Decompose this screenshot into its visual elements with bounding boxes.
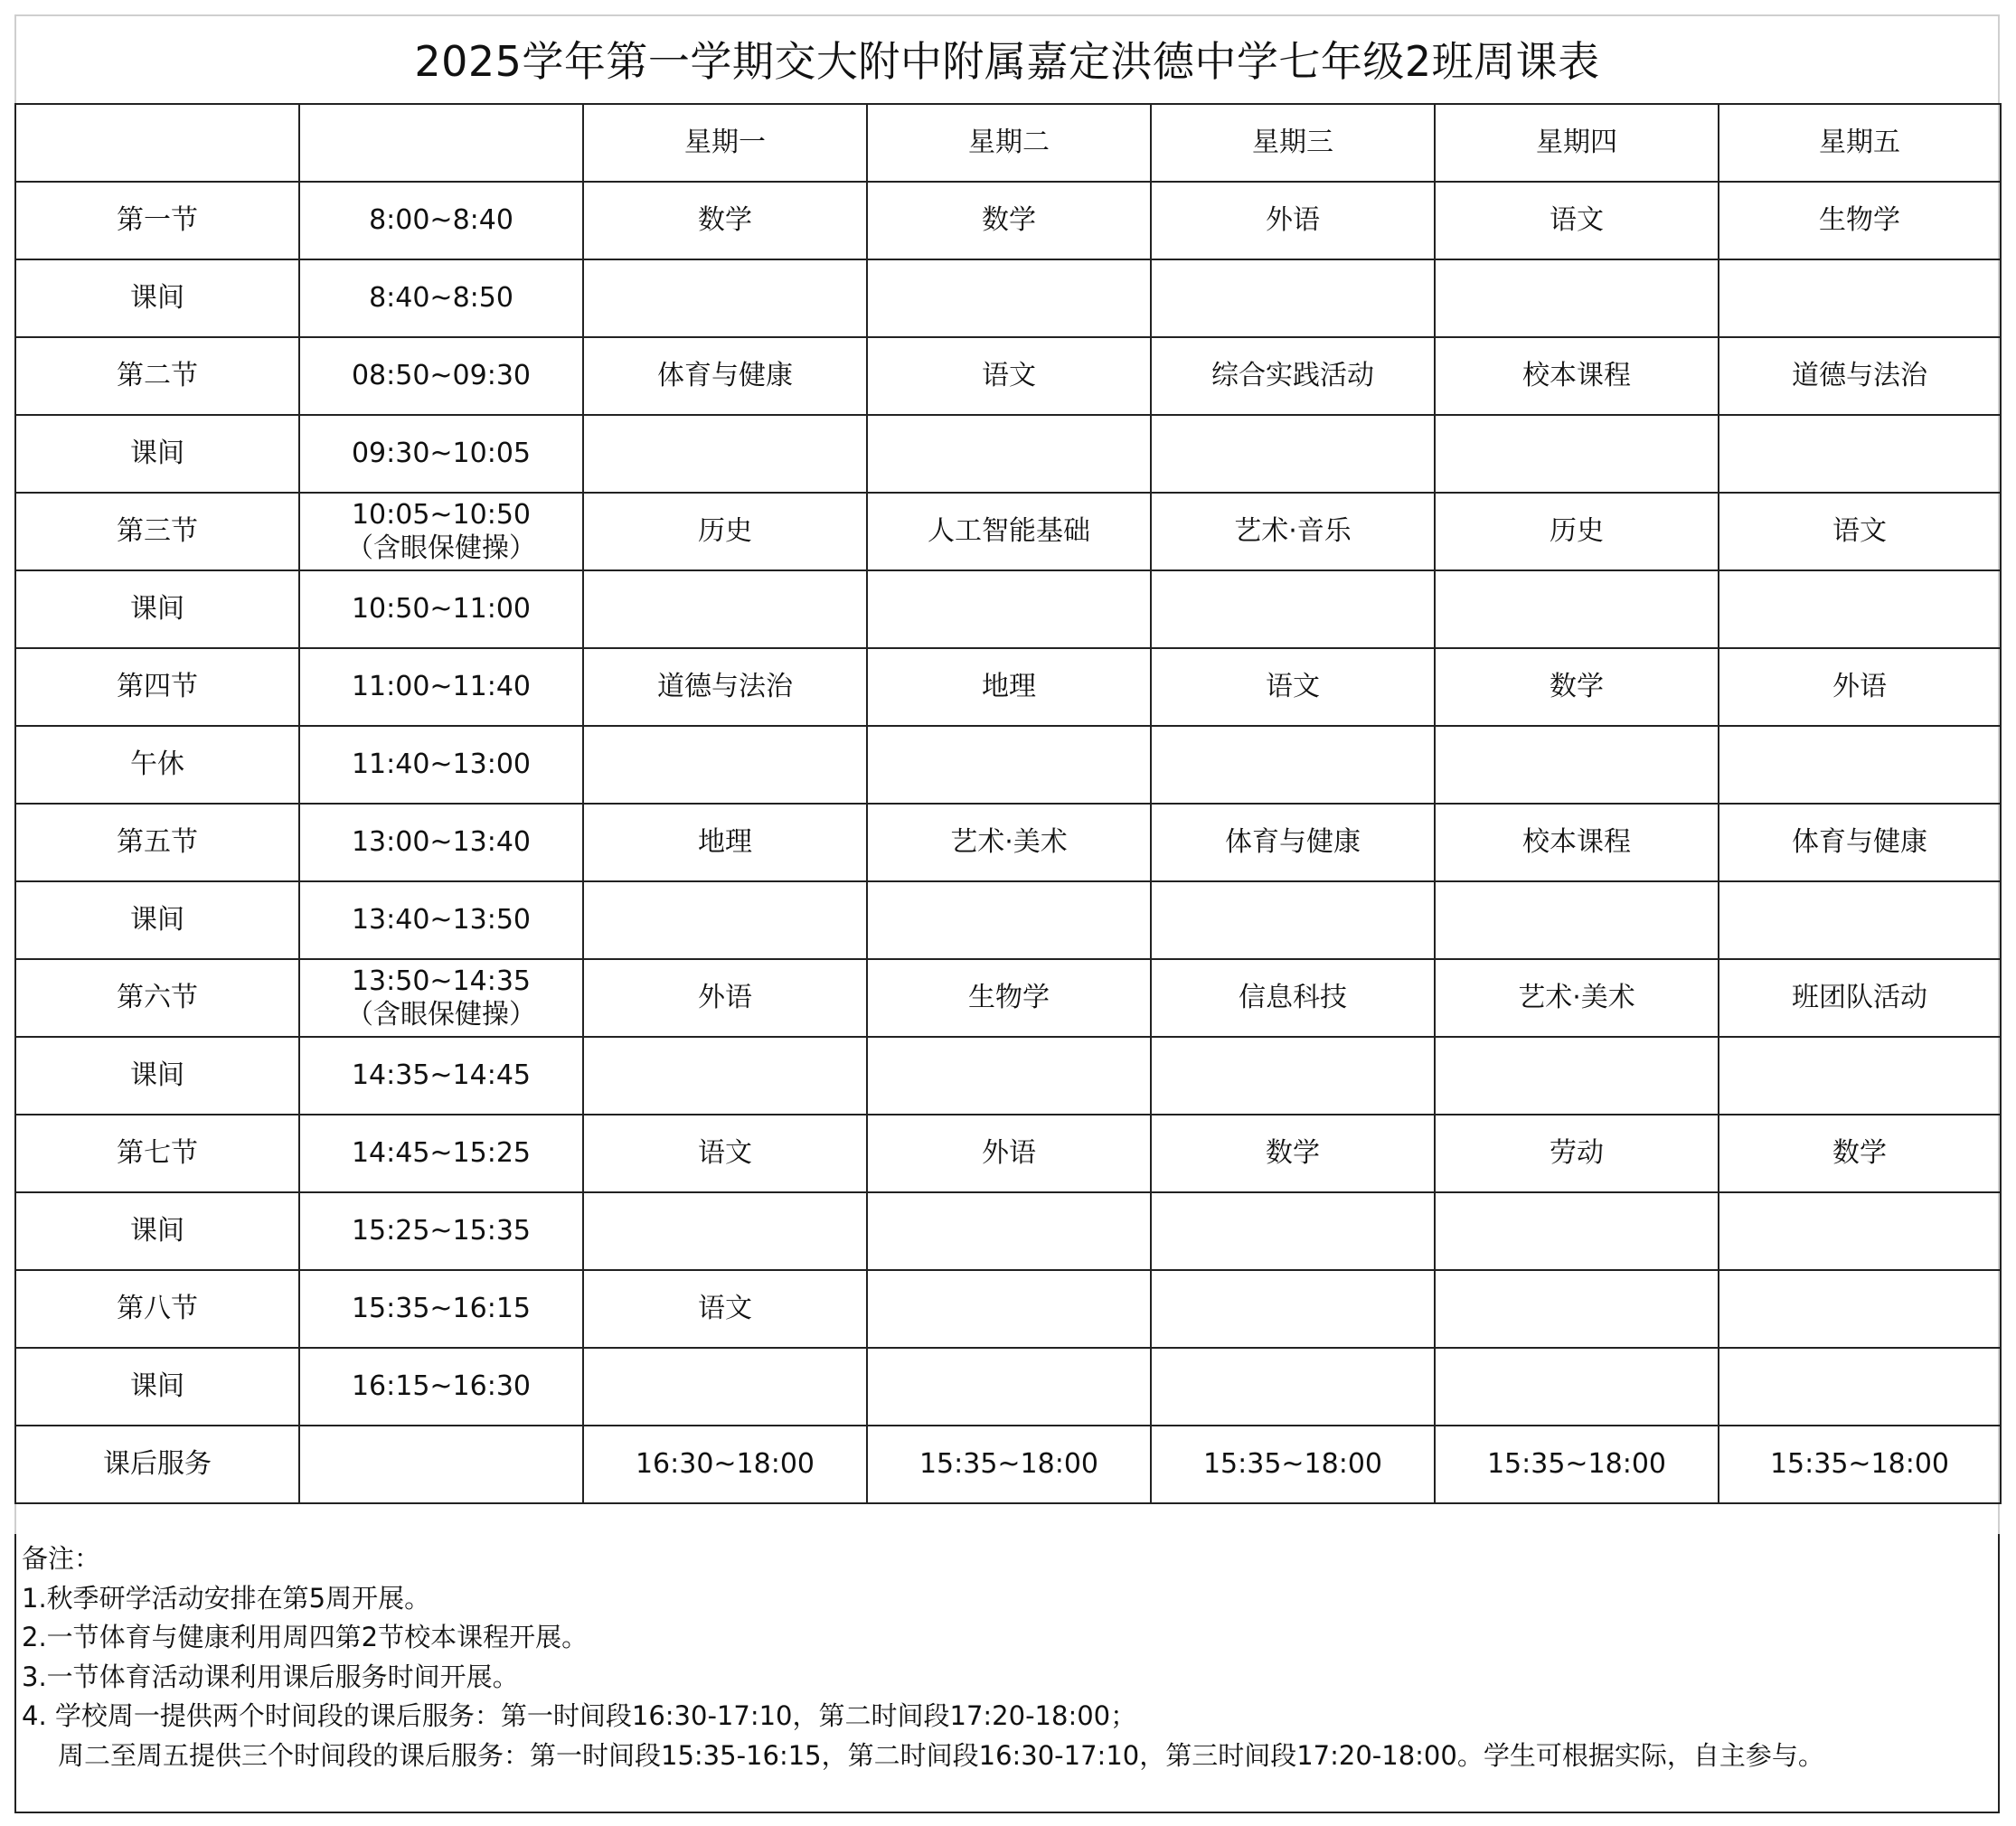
subject-cell: 语文 <box>583 1115 867 1192</box>
subject-cell: 历史 <box>1435 493 1719 570</box>
subject-cell <box>867 726 1151 804</box>
table-row <box>15 259 2001 337</box>
subject-cell <box>1435 1270 1719 1348</box>
period-label-cell: 课间 <box>15 415 299 493</box>
note-line: 1.秋季研学活动安排在第5周开展。 <box>22 1582 431 1614</box>
subject-cell: 班团队活动 <box>1719 959 2001 1037</box>
period-time-cell <box>299 570 583 648</box>
period-label-cell: 课间 <box>15 881 299 959</box>
header-day-fri: 星期五 <box>1719 104 2001 182</box>
subject-cell: 15:35~18:00 <box>1719 1426 2001 1503</box>
table-row <box>15 493 2001 570</box>
period-time-note: （含眼保健操） <box>346 999 536 1031</box>
subject-cell <box>1719 726 2001 804</box>
table-row <box>15 881 2001 959</box>
subject-cell <box>1151 259 1435 337</box>
period-time-text: 8:40~8:50 <box>369 282 513 315</box>
subject-cell <box>1151 1037 1435 1115</box>
subject-cell: 数学 <box>1151 1115 1435 1192</box>
subject-cell <box>1435 415 1719 493</box>
subject-cell <box>1435 726 1719 804</box>
subject-cell: 艺术·美术 <box>1435 959 1719 1037</box>
table-row <box>15 415 2001 493</box>
subject-cell: 数学 <box>1719 1115 2001 1192</box>
subject-cell: 外语 <box>1719 648 2001 726</box>
subject-cell: 语文 <box>1719 493 2001 570</box>
subject-cell: 生物学 <box>867 959 1151 1037</box>
period-label-cell: 第三节 <box>15 493 299 570</box>
subject-cell <box>867 259 1151 337</box>
page-title: 2025学年第一学期交大附中附属嘉定洪德中学七年级2班周课表 <box>414 37 1600 86</box>
subject-cell: 劳动 <box>1435 1115 1719 1192</box>
period-time-text: 8:00~8:40 <box>369 204 513 237</box>
subject-cell <box>583 726 867 804</box>
table-row <box>15 1115 2001 1192</box>
notes-section <box>14 1534 2000 1813</box>
subject-cell <box>583 1192 867 1270</box>
table-row <box>15 804 2001 881</box>
table-row <box>15 570 2001 648</box>
subject-cell <box>1151 570 1435 648</box>
subject-cell: 道德与法治 <box>583 648 867 726</box>
subject-cell: 校本课程 <box>1435 804 1719 881</box>
header-day-thu: 星期四 <box>1435 104 1719 182</box>
period-time-text: 13:00~13:40 <box>351 826 532 859</box>
subject-cell: 外语 <box>1151 182 1435 259</box>
header-day-tue: 星期二 <box>867 104 1151 182</box>
period-time-text: 14:45~15:25 <box>351 1137 532 1170</box>
period-label-cell: 第五节 <box>15 804 299 881</box>
period-time-text: 13:40~13:50 <box>351 904 532 937</box>
subject-cell <box>583 881 867 959</box>
period-time-cell <box>299 1426 583 1503</box>
period-label-cell: 第一节 <box>15 182 299 259</box>
subject-cell <box>867 1270 1151 1348</box>
period-label-cell: 课间 <box>15 1192 299 1270</box>
subject-cell <box>1151 415 1435 493</box>
period-label-cell: 课后服务 <box>15 1426 299 1503</box>
subject-cell <box>1435 1192 1719 1270</box>
subject-cell: 外语 <box>583 959 867 1037</box>
period-time-text: 10:50~11:00 <box>351 593 532 626</box>
subject-cell: 16:30~18:00 <box>583 1426 867 1503</box>
subject-cell: 历史 <box>583 493 867 570</box>
subject-cell <box>1719 259 2001 337</box>
subject-cell: 艺术·音乐 <box>1151 493 1435 570</box>
subject-cell <box>1151 1192 1435 1270</box>
period-time-cell <box>299 804 583 881</box>
subject-cell: 道德与法治 <box>1719 337 2001 415</box>
header-day-mon: 星期一 <box>583 104 867 182</box>
period-time-cell <box>299 1192 583 1270</box>
subject-cell <box>867 1348 1151 1426</box>
period-label-cell: 课间 <box>15 1037 299 1115</box>
subject-cell: 人工智能基础 <box>867 493 1151 570</box>
subject-cell: 数学 <box>867 182 1151 259</box>
subject-cell <box>1719 1037 2001 1115</box>
notes-heading: 备注： <box>22 1543 101 1574</box>
period-time-cell <box>299 493 583 570</box>
subject-cell <box>583 1348 867 1426</box>
subject-cell <box>583 1037 867 1115</box>
header-blank-cell <box>15 104 299 182</box>
period-time-text: 10:05~10:50 <box>351 498 532 531</box>
period-time-cell <box>299 648 583 726</box>
subject-cell <box>867 1037 1151 1115</box>
subject-cell: 地理 <box>583 804 867 881</box>
period-time-text: 15:25~15:35 <box>351 1215 532 1247</box>
subject-cell <box>583 570 867 648</box>
subject-cell <box>1719 1270 2001 1348</box>
subject-cell: 语文 <box>1435 182 1719 259</box>
period-time-cell <box>299 1115 583 1192</box>
period-label-cell: 第六节 <box>15 959 299 1037</box>
subject-cell: 艺术·美术 <box>867 804 1151 881</box>
subject-cell <box>1719 570 2001 648</box>
note-line: 4. 学校周一提供两个时间段的课后服务：第一时间段16:30-17:10，第二时间段17:20-18:00； <box>22 1700 1137 1731</box>
subject-cell <box>1435 1348 1719 1426</box>
subject-cell <box>583 415 867 493</box>
table-row <box>15 182 2001 259</box>
table-row <box>15 1426 2001 1503</box>
period-time-text: 11:00~11:40 <box>351 671 532 703</box>
subject-cell <box>1435 259 1719 337</box>
period-time-text: 16:15~16:30 <box>351 1370 532 1403</box>
header-blank-cell <box>299 104 583 182</box>
subject-cell <box>1151 726 1435 804</box>
period-label-cell: 第二节 <box>15 337 299 415</box>
subject-cell: 数学 <box>1435 648 1719 726</box>
subject-cell <box>1151 1270 1435 1348</box>
period-time-cell <box>299 1037 583 1115</box>
subject-cell <box>867 1192 1151 1270</box>
subject-cell <box>1151 881 1435 959</box>
subject-cell: 生物学 <box>1719 182 2001 259</box>
subject-cell <box>1151 1348 1435 1426</box>
period-time-cell <box>299 182 583 259</box>
subject-cell: 语文 <box>583 1270 867 1348</box>
subject-cell <box>867 881 1151 959</box>
period-label-cell: 课间 <box>15 259 299 337</box>
table-row <box>15 1348 2001 1426</box>
period-label-cell: 第七节 <box>15 1115 299 1192</box>
table-row <box>15 337 2001 415</box>
subject-cell <box>867 570 1151 648</box>
period-time-cell <box>299 337 583 415</box>
subject-cell <box>1435 1037 1719 1115</box>
subject-cell <box>1719 1192 2001 1270</box>
period-time-text: 09:30~10:05 <box>351 438 532 470</box>
period-time-text: 13:50~14:35 <box>351 965 532 997</box>
period-time-text: 14:35~14:45 <box>351 1059 532 1092</box>
subject-cell: 体育与健康 <box>1719 804 2001 881</box>
subject-cell: 外语 <box>867 1115 1151 1192</box>
period-time-cell <box>299 415 583 493</box>
period-label-cell: 课间 <box>15 1348 299 1426</box>
period-time-cell <box>299 881 583 959</box>
period-time-cell <box>299 1348 583 1426</box>
period-label-cell: 课间 <box>15 570 299 648</box>
table-row <box>15 1037 2001 1115</box>
subject-cell <box>1719 881 2001 959</box>
subject-cell: 语文 <box>867 337 1151 415</box>
period-label-cell: 第四节 <box>15 648 299 726</box>
table-row <box>15 1192 2001 1270</box>
header-row <box>15 104 2001 182</box>
subject-cell: 体育与健康 <box>1151 804 1435 881</box>
subject-cell: 15:35~18:00 <box>1151 1426 1435 1503</box>
period-time-text: 11:40~13:00 <box>351 748 532 781</box>
subject-cell: 体育与健康 <box>583 337 867 415</box>
table-row <box>15 648 2001 726</box>
subject-cell: 数学 <box>583 182 867 259</box>
subject-cell <box>1719 1348 2001 1426</box>
period-time-cell <box>299 259 583 337</box>
subject-cell <box>867 415 1151 493</box>
table-row <box>15 959 2001 1037</box>
subject-cell: 校本课程 <box>1435 337 1719 415</box>
subject-cell: 综合实践活动 <box>1151 337 1435 415</box>
note-line: 周二至周五提供三个时间段的课后服务：第一时间段15:35-16:15，第二时间段16:30-17:10，第三时间段17:20-18:00。学生可根据实际，自主参与。 <box>58 1739 1824 1771</box>
period-time-cell <box>299 726 583 804</box>
period-time-text: 08:50~09:30 <box>351 360 532 392</box>
subject-cell <box>1719 415 2001 493</box>
subject-cell: 语文 <box>1151 648 1435 726</box>
subject-cell: 15:35~18:00 <box>1435 1426 1719 1503</box>
subject-cell: 信息科技 <box>1151 959 1435 1037</box>
subject-cell: 15:35~18:00 <box>867 1426 1151 1503</box>
header-day-wed: 星期三 <box>1151 104 1435 182</box>
note-line: 3.一节体育活动课利用课后服务时间开展。 <box>22 1661 519 1692</box>
subject-cell <box>583 259 867 337</box>
subject-cell: 地理 <box>867 648 1151 726</box>
note-line: 2.一节体育与健康利用周四第2节校本课程开展。 <box>22 1622 589 1652</box>
timetable <box>14 103 2002 1504</box>
period-time-cell <box>299 959 583 1037</box>
subject-cell <box>1435 881 1719 959</box>
period-label-cell: 午休 <box>15 726 299 804</box>
period-label-cell: 第八节 <box>15 1270 299 1348</box>
subject-cell <box>1435 570 1719 648</box>
period-time-note: （含眼保健操） <box>346 532 536 564</box>
period-time-text: 15:35~16:15 <box>351 1293 532 1325</box>
table-row <box>15 726 2001 804</box>
period-time-cell <box>299 1270 583 1348</box>
table-row <box>15 1270 2001 1348</box>
